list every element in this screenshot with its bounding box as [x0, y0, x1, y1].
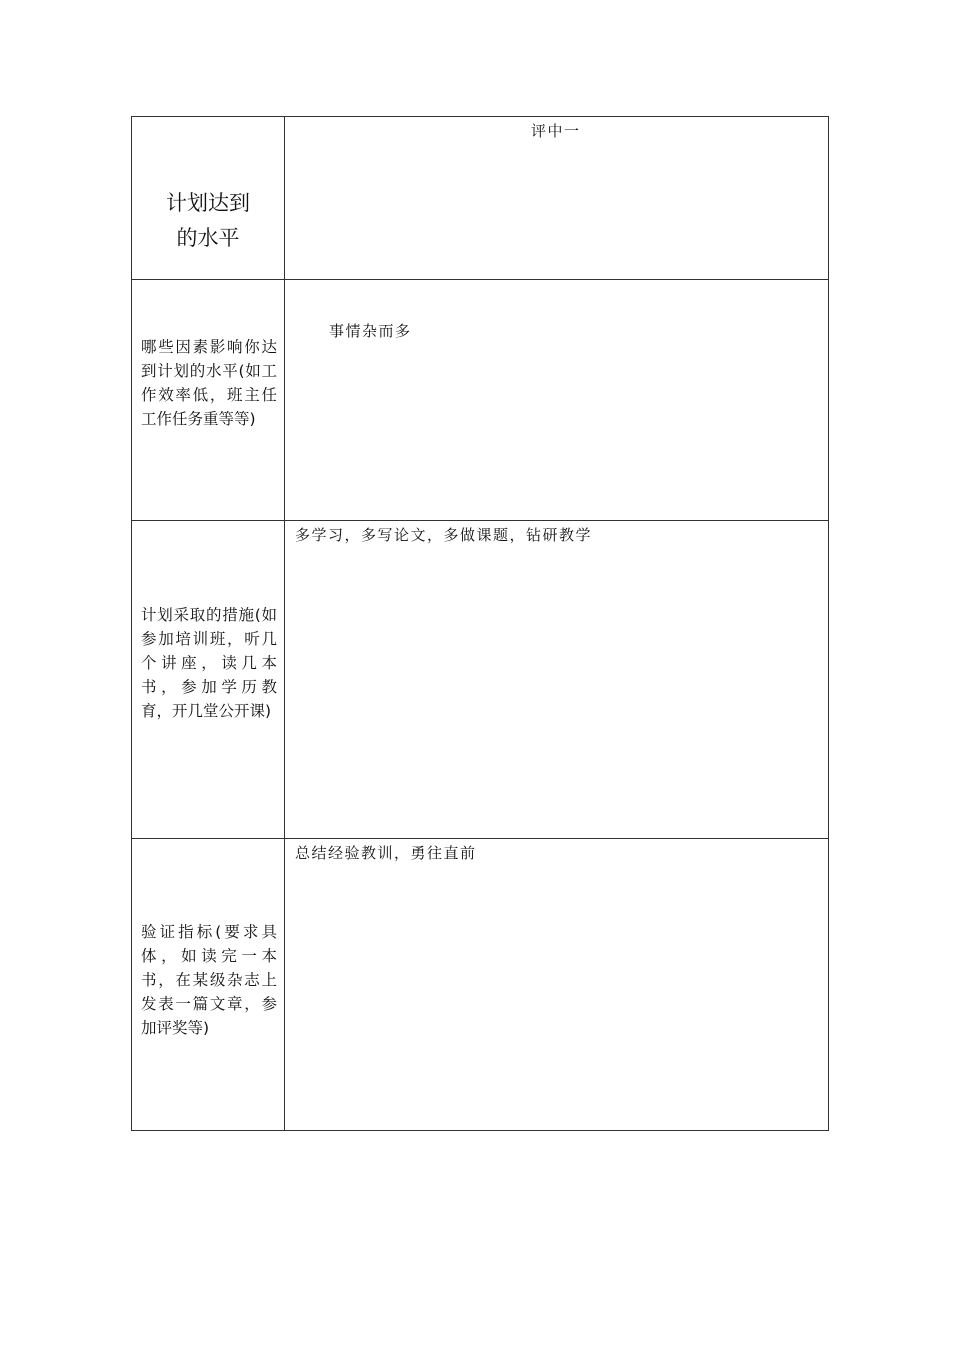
label-text-verification: 验证指标(要求具体，如读完一本书，在某级杂志上发表一篇文章，参加评奖等) [141, 923, 277, 1037]
label-line-1: 计划达到 [166, 191, 250, 215]
value-text-verification: 总结经验教训，勇往直前 [295, 844, 477, 862]
label-cell-factors [132, 280, 285, 520]
label-cell-target-level [132, 117, 285, 279]
label-line-2: 的水平 [176, 226, 240, 250]
table-row-verification [132, 839, 828, 1130]
label-text-measures: 计划采取的措施(如参加培训班，听几个讲座，读几本书，参加学历教育，开几堂公开课) [141, 606, 277, 720]
table-row-factors [132, 280, 828, 521]
label-cell-measures [132, 521, 285, 838]
value-cell-measures [285, 521, 828, 838]
table-row-measures [132, 521, 828, 839]
table-row-target-level [132, 117, 828, 280]
label-cell-verification [132, 839, 285, 1130]
value-text-measures: 多学习，多写论文，多做课题，钻研教学 [295, 526, 593, 544]
value-text-target-level: 评中一 [531, 122, 581, 140]
value-cell-target-level [285, 117, 828, 279]
value-cell-factors [285, 280, 828, 520]
label-text-factors: 哪些因素影响你达到计划的水平(如工作效率低，班主任工作任务重等等) [141, 338, 277, 428]
value-cell-verification [285, 839, 828, 1130]
plan-form-table [131, 116, 829, 1131]
value-text-factors: 事情杂而多 [329, 322, 412, 340]
